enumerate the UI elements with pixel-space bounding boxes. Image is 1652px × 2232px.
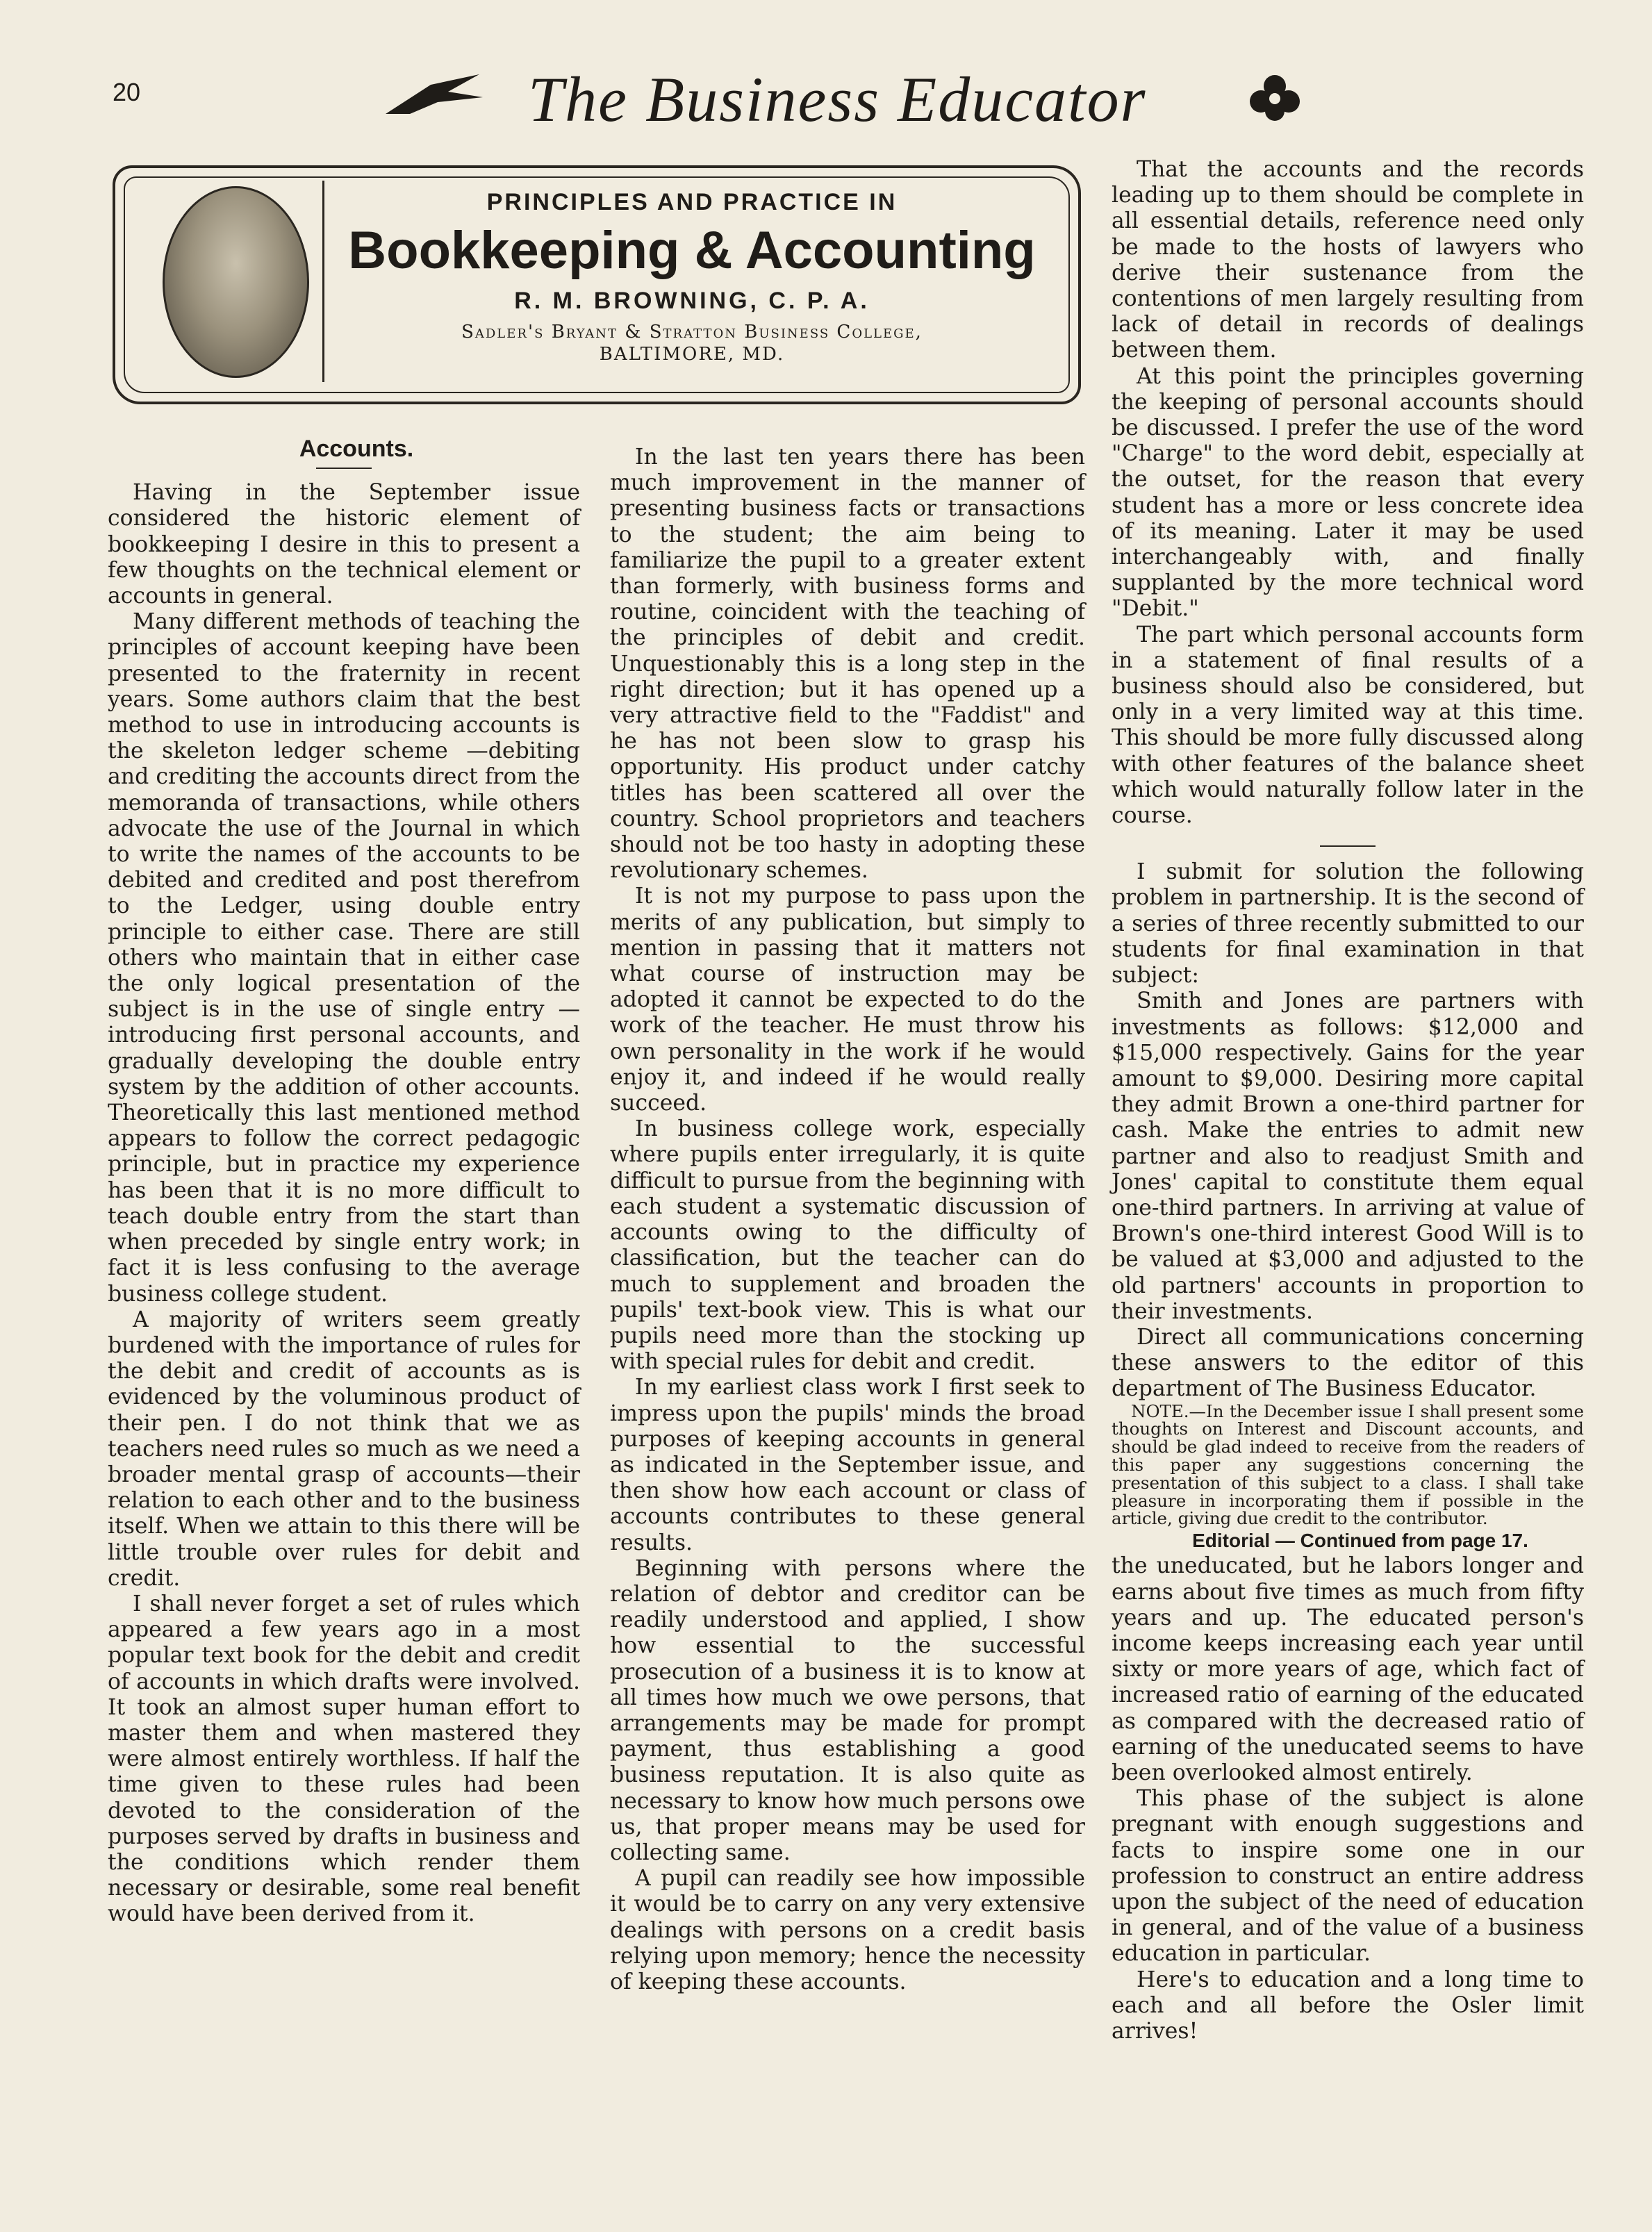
header-kicker: PRINCIPLES AND PRACTICE IN xyxy=(486,189,898,215)
header-city: BALTIMORE, MD. xyxy=(599,344,785,365)
paragraph: Here's to education and a long time to each and all before the Osler limit arrives! xyxy=(1112,1967,1584,2044)
paragraph: Beginning with persons where the relation of debtor and creditor can be readily understood and applied, I show how essential to the successful prosecution of a business it is to know at all times how much we owe persons, that arrangements may be made for prompt payment, thus establishing a good business reputation. It is also quite as necessary to know how much persons owe us, that proper means may be used for collecting same. xyxy=(610,1555,1085,1865)
paragraph: The part which personal accounts form in a statement of final results of a business should also be considered, but only in a very limited way at this time. This should be more fully discussed along with other features of the balance sheet which would naturally follow later in the course. xyxy=(1112,622,1584,829)
header-text xyxy=(324,189,1060,365)
paragraph: Smith and Jones are partners with investments as follows: $12,000 and $15,000 respectively. Gains for the year amount to $9,000. Desiring more capital they admit Brown a one-third partner for cash. Make the entries to admit new partner and also to readjust Smith and Jones' capital to constitute them equal one-third partners. In arriving at value of Brown's one-third interest Good Will is to be valued at $3,000 and adjusted to the old partners' accounts in proportion to their investments. xyxy=(1112,989,1584,1324)
editor-note: NOTE.—In the December issue I shall present some thoughts on Interest and Discount accounts, and should be glad indeed to receive from the readers of this paper any suggestions concerning the presentation of this subject to a class. I shall take pleasure in incorporating them if possible in the article, giving due credit to the contributor. xyxy=(1112,1400,1584,1529)
paragraph: the uneducated, but he labors longer and earns about five times as much from fifty years and up. The educated person's income keeps increasing each year until sixty or more years of age, which fact of increased ratio of earning of the educated as compared with the decreased ratio of earning of the uneducated seems to have been overlooked almost entirely. xyxy=(1112,1553,1584,1785)
article-header-box xyxy=(113,165,1081,404)
column-3 xyxy=(1112,157,1584,2044)
column-2 xyxy=(610,445,1085,1995)
masthead xyxy=(375,63,1306,139)
paragraph: That the accounts and the records leading up to them should be complete in all essential details, reference need only be made to the hosts of lawyers who derive their sustenance from the contentions of men largely resulting from lack of detail in records of dealings between them. xyxy=(1112,157,1584,363)
header-author: R. M. BROWNING, C. P. A. xyxy=(514,288,870,315)
page-number: 20 xyxy=(113,78,141,106)
header-college: Sadler's Bryant & Stratton Business College, xyxy=(461,322,923,343)
header-title: Bookkeeping & Accounting xyxy=(348,221,1036,280)
masthead-title: The Business Educator xyxy=(528,64,1147,135)
paragraph: Many different methods of teaching the principles of account keeping have been presented to the fraternity in recent years. Some authors claim that the best method to use in introducing accounts is the skeleton ledger scheme —debiting and crediting the accounts direct from the memoranda of transactions, while others advocate the use of the Journal in which to write the names of the accounts to be debited and credited and post therefrom to the Ledger, using double entry principle to either case. There are still others who maintain that in either case the only logical presentation of the subject is in the use of single entry — introducing first personal accounts, and gradually developing the double entry system by the addition of other accounts. Theoretically this last mentioned method appears to follow the correct pedagogic principle, but in practice my experience has been that it is no more difficult to teach double entry from the start than when preceded by single entry work; in fact it is less confusing to the average business college student. xyxy=(108,609,580,1307)
paragraph: In my earliest class work I first seek to impress upon the pupils' minds the broad purposes of keeping accounts in general as indicated in the September issue, and then show how each account or class of accounts contributes to these general results. xyxy=(610,1375,1085,1555)
flower-ornament-icon xyxy=(1247,71,1303,126)
paragraph: A majority of writers seem greatly burdened with the importance of rules for the debit and credit of accounts as is evidenced by the voluminous product of their pen. I do not think that we as teachers need rules so much as we need a broader mental grasp of accounts—their relation to each other and to the business itself. When we attain to this there will be little trouble over rules for debit and credit. xyxy=(108,1307,580,1591)
paragraph: A pupil can readily see how impossible it would be to carry on any very extensive dealings with persons on a credit basis relying upon memory; hence the necessity of keeping these accounts. xyxy=(610,1866,1085,1994)
editorial-heading: Editorial — Continued from page 17. xyxy=(1192,1530,1528,1552)
paragraph: I shall never forget a set of rules which appeared a few years ago in a most popular text book for the debit and credit of accounts in which drafts were involved. It took an almost super human effort to master them and when mastered they were almost entirely worthless. If half the time given to these rules had been devoted to the consideration of the purposes served by drafts in business and the conditions which render them necessary or desirable, some real benefit would have been derived from it. xyxy=(108,1591,580,1927)
paragraph: Direct all communications concerning these answers to the editor of this department of The Business Educator. xyxy=(1112,1324,1584,1402)
paragraph: At this point the principles governing the keeping of personal accounts should be discussed. I prefer the use of the word "Charge" to the word debit, especially at the outset, for the reason that every student has a more or less concrete idea of its meaning. Later it may be used interchangeably with, and finally supplanted by the more technical word "Debit." xyxy=(1112,363,1584,622)
divider xyxy=(1320,845,1376,847)
paragraph: I submit for solution the following problem in partnership. It is the second of a series of three recently submitted to our students for final examination in that subject: xyxy=(1112,859,1584,989)
portrait-frame xyxy=(142,181,324,382)
column-1 xyxy=(108,436,580,1928)
divider xyxy=(316,468,372,469)
section-heading: Accounts. xyxy=(299,436,414,462)
paragraph: It is not my purpose to pass upon the merits of any publication, but simply to mention in passing that it matters not what course of instruction may be adopted it cannot be expected to do the work of the teacher. He must throw his own personality in the work if he would enjoy it, and indeed if he would really succeed. xyxy=(610,884,1085,1116)
bird-ornament-icon xyxy=(382,71,486,119)
paragraph: Having in the September issue considered the historic element of bookkeeping I desire in this to present a few thoughts on the technical element or accounts in general. xyxy=(108,480,580,609)
paragraph: This phase of the subject is alone pregnant with enough suggestions and facts to inspire some one in our profession to construct an entire address upon the subject of the need of education in general, and of the value of a business education in particular. xyxy=(1112,1786,1584,1967)
author-portrait xyxy=(163,186,309,378)
paragraph: In business college work, especially where pupils enter irregularly, it is quite difficult to pursue from the beginning with each student a systematic discussion of accounts owing to the difficulty of classification, but the teacher can do much to supplement and broaden the pupils' text-book view. This is what our pupils need more than the stocking up with special rules for debit and credit. xyxy=(610,1116,1085,1375)
paragraph: In the last ten years there has been much improvement in the manner of presenting business facts or transactions to the student; the aim being to familiarize the pupil to a greater extent than formerly, with business forms and routine, coincident with the teaching of the principles of debit and credit. Unquestionably this is a long step in the right direction; but it has opened up a very attractive field to the "Faddist" and he has not been slow to grasp his opportunity. His product under catchy titles has been scattered all over the country. School proprietors and teachers should not be too hasty in adopting these revolutionary schemes. xyxy=(610,445,1085,884)
